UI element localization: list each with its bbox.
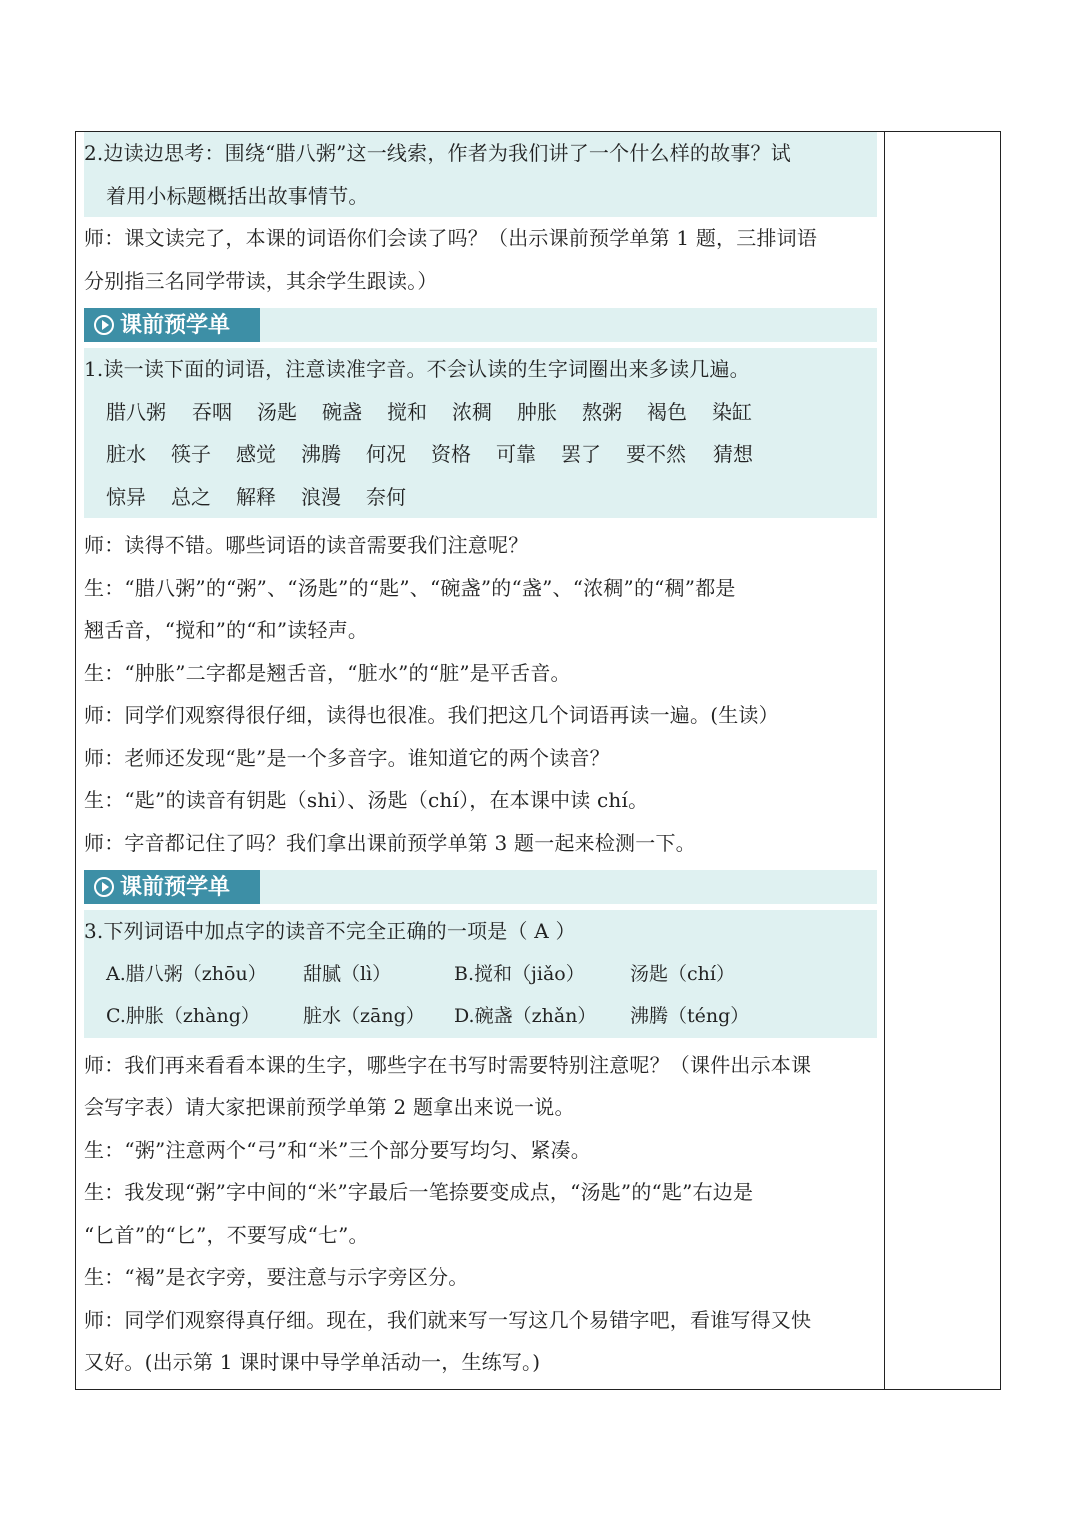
- word: 罢了: [561, 442, 601, 466]
- word: 可靠: [496, 442, 536, 466]
- word: 肿胀: [517, 399, 557, 424]
- exercise-3-box: [84, 910, 877, 1038]
- dialogue-line: 师：老师还发现“匙”是一个多音字。谁知道它的两个读音？: [84, 745, 610, 770]
- option-row: [84, 995, 877, 1038]
- preview-sheet-banner: [84, 870, 877, 904]
- option: C.肿胀（zhàng）: [106, 1005, 260, 1027]
- option-row: [84, 953, 877, 996]
- word: 解释: [236, 484, 276, 509]
- dialogue-line: 师：同学们观察得真仔细。现在，我们就来写一写这几个易错字吧，看谁写得又快: [84, 1307, 812, 1332]
- dialogue-line: 翘舌音，“搅和”的“和”读轻声。: [84, 618, 369, 642]
- word: 奈何: [366, 484, 406, 509]
- word: 腊八粥: [106, 399, 166, 424]
- word-row: [84, 476, 877, 519]
- option: 脏水（zāng）: [303, 1005, 425, 1027]
- banner-label: 课前预学单: [120, 874, 231, 900]
- word: 熬粥: [582, 399, 622, 424]
- word: 何况: [366, 442, 406, 466]
- banner-label: 课前预学单: [120, 312, 231, 338]
- dialogue-line: 又好。(出示第 1 课时课中导学单活动一，生练写。): [84, 1350, 541, 1374]
- word: 浪漫: [301, 484, 341, 509]
- preview-sheet-banner: [84, 308, 877, 342]
- table-column-divider: [884, 131, 885, 1390]
- option: A.腊八粥（zhōu）: [106, 962, 267, 985]
- reading-task-line: 着用小标题概括出故事情节。: [106, 183, 369, 208]
- word-row: [84, 433, 877, 476]
- lesson-content: [84, 131, 877, 1384]
- dialogue-line: 师：读得不错。哪些词语的读音需要我们注意呢？: [84, 533, 529, 557]
- dialogue-line: 生：“腊八粥”的“粥”、“汤匙”的“匙”、“碗盏”的“盏”、“浓稠”的“稠”都是: [84, 575, 736, 600]
- reading-task-box: [84, 132, 877, 217]
- word: 汤匙: [257, 399, 297, 424]
- dialogue-line: 生：“肿胀”二字都是翘舌音，“脏水”的“脏”是平舌音。: [84, 660, 571, 685]
- exercise-question: 1.读一读下面的词语，注意读准字音。不会认读的生字词圈出来多读几遍。: [84, 357, 750, 381]
- dialogue-line: 师：我们再来看看本课的生字，哪些字在书写时需要特别注意呢？（课件出示本课: [84, 1052, 812, 1077]
- dialogue-line: “匕首”的“匕”，不要写成“七”。: [84, 1222, 369, 1247]
- word: 碗盏: [322, 399, 362, 424]
- exercise-question: 3.下列词语中加点字的读音不完全正确的一项是（ A ）: [84, 919, 576, 943]
- play-circle-icon: [94, 315, 114, 335]
- option: 甜腻（lì）: [303, 962, 392, 985]
- word: 筷子: [171, 442, 211, 466]
- exercise-1-box: [84, 348, 877, 518]
- word: 脏水: [106, 442, 146, 466]
- dialogue-line: 师：同学们观察得很仔细，读得也很准。我们把这几个词语再读一遍。(生读）: [84, 703, 779, 727]
- dialogue-line: 生：“匙”的读音有钥匙（shi）、汤匙（chí），在本课中读 chí。: [84, 788, 649, 812]
- word: 吞咽: [192, 399, 232, 424]
- word: 沸腾: [301, 442, 341, 466]
- word: 染缸: [712, 399, 752, 424]
- reading-task-line: 2.边读边思考：围绕“腊八粥”这一线索，作者为我们讲了一个什么样的故事？试: [84, 141, 791, 165]
- word: 惊异: [106, 484, 146, 509]
- dialogue-line: 生：“褐”是衣字旁，要注意与示字旁区分。: [84, 1265, 469, 1289]
- word: 猜想: [713, 442, 753, 466]
- word: 资格: [431, 442, 471, 466]
- option: B.搅和（jiǎo）: [454, 962, 585, 985]
- dialogue-line: 生：“粥”注意两个“弓”和“米”三个部分要写均匀、紧凑。: [84, 1137, 591, 1162]
- dialogue-line: 师：字音都记住了吗？我们拿出课前预学单第 3 题一起来检测一下。: [84, 830, 696, 855]
- play-circle-icon: [94, 877, 114, 897]
- word: 褐色: [647, 399, 687, 424]
- dialogue-line: 生：我发现“粥”字中间的“米”字最后一笔捺要变成点，“汤匙”的“匙”右边是: [84, 1180, 754, 1204]
- dialogue-line: 会写字表）请大家把课前预学单第 2 题拿出来说一说。: [84, 1095, 575, 1119]
- word: 搅和: [387, 399, 427, 424]
- banner-tab: [84, 308, 260, 342]
- option: 汤匙（chí）: [630, 962, 735, 985]
- word: 总之: [171, 484, 211, 509]
- word: 感觉: [236, 442, 276, 466]
- word: 要不然: [626, 442, 686, 466]
- teacher-line: 师：课文读完了，本课的词语你们会读了吗？（出示课前预学单第 1 题，三排词语: [84, 226, 818, 250]
- option: D.碗盏（zhǎn）: [454, 1005, 597, 1027]
- option: 沸腾（téng）: [630, 1005, 750, 1027]
- banner-tab: [84, 870, 260, 904]
- word-row: [84, 391, 877, 434]
- word: 浓稠: [452, 399, 492, 424]
- teacher-line: 分别指三名同学带读，其余学生跟读。）: [84, 268, 438, 293]
